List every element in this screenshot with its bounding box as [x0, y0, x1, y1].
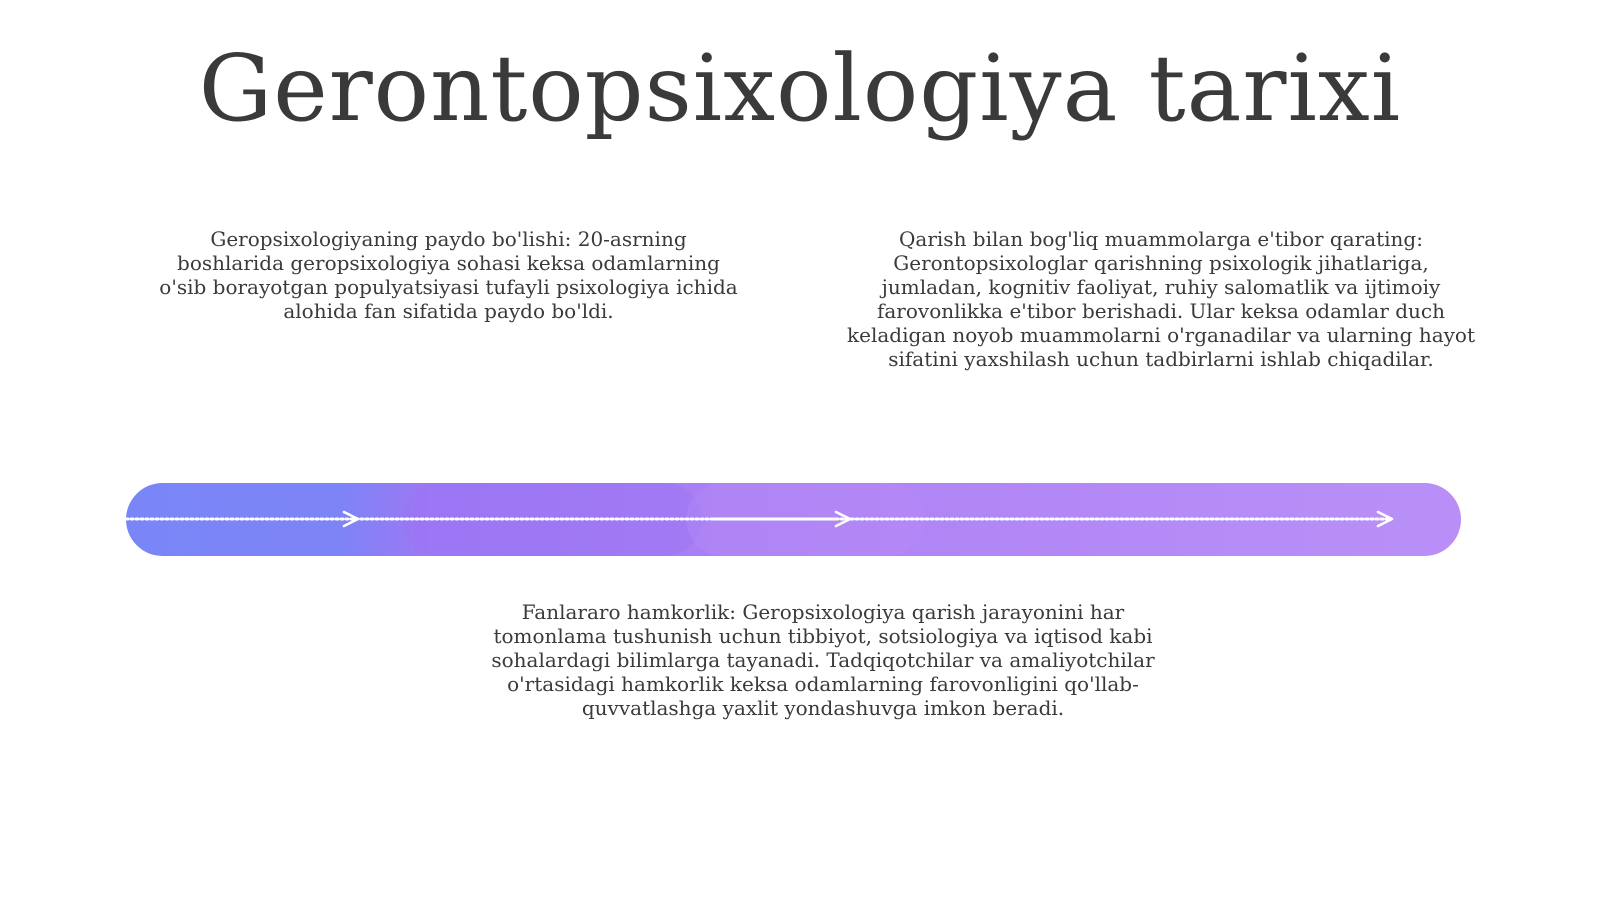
paragraph-aging-focus: Qarish bilan bog'liq muammolarga e'tibor qarating: Gerontopsixologlar qarishning psixologik jihatlariga, jumladan, kognitiv faoliyat, ruhiy salomatlik va ijtimoiy farovonlikka e'tibor berishadi. Ular keksa odamlar duch keladigan noyob muammolarni o'rganadilar va ularning hayot sifatini yaxshilash uchun tadbirlarni ishlab chiqadilar.: [846, 227, 1476, 371]
paragraph-collaboration: Fanlararo hamkorlik: Geropsixologiya qarish jarayonini har tomonlama tushunish uchun tibbiyot, sotsiologiya va iqtisod kabi sohalardagi bilimlarga tayanadi. Tadqiqotchilar va amaliyotchilar o'rtasidagi hamkorlik keksa odamlarning farovonligini qo'llab-quvvatlashga yaxlit yondashuvga imkon beradi.: [491, 600, 1155, 720]
slide-title: Gerontopsixologiya tarixi: [198, 35, 1402, 142]
paragraph-emergence: Geropsixologiyaning paydo bo'lishi: 20-asrning boshlarida geropsixologiya sohasi keksa odamlarning o'sib borayotgan populyatsiyasi tufayli psixologiya ichida alohida fan sifatida paydo bo'ldi.: [159, 227, 738, 323]
timeline-bar: [126, 483, 1461, 556]
timeline-arrows: [126, 483, 1461, 556]
